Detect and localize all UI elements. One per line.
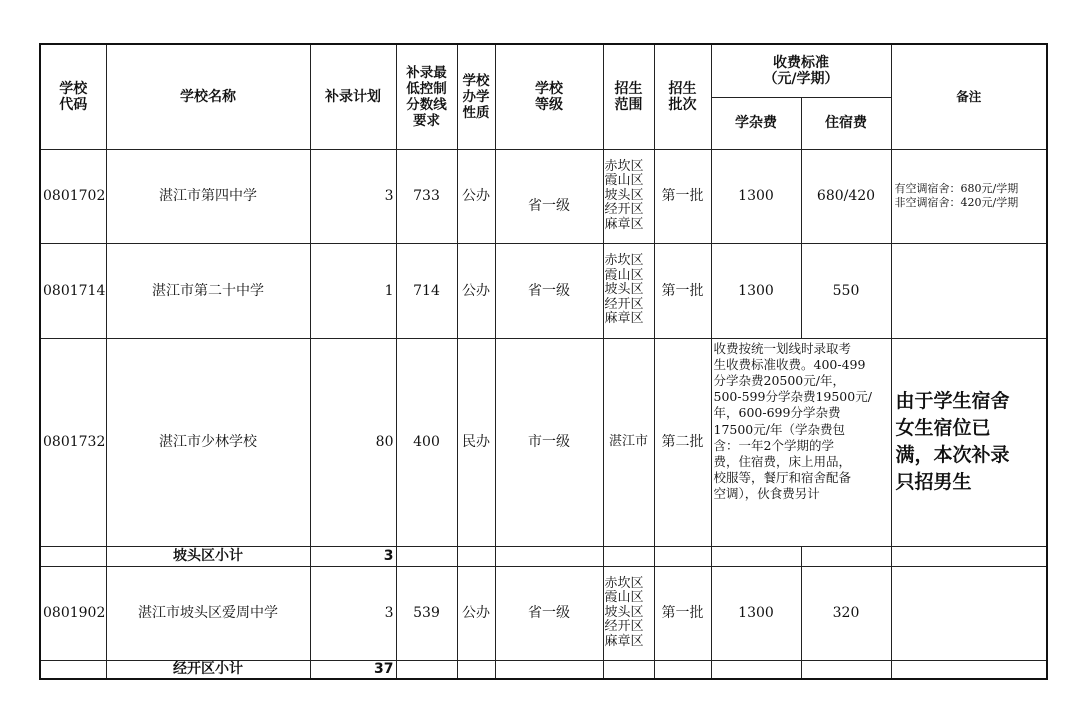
fee-note-line: 17500元/年（学杂费包 [713,421,845,437]
remark-line: 女生宿位已 [895,417,991,439]
empty-cell [801,546,891,566]
fee-note-line: 500-599分学杂费19500元/ [713,389,872,405]
remark [891,243,1047,338]
header-batch-line2: 批次 [668,96,697,113]
admission-table [39,43,1048,680]
header-batch [654,44,711,149]
school-level: 省一级 [495,566,603,660]
empty-cell [457,546,495,566]
header-min-score-line2: 低控制 [406,80,447,97]
header-fee-line2: （元/学期） [763,70,839,87]
header-code-line1: 学校 [59,80,88,97]
empty-cell [457,660,495,679]
remark-line: 满，本次补录 [895,444,1010,466]
empty-cell [603,660,654,679]
table-row [40,338,1047,546]
lodging-fee: 680/420 [801,149,891,243]
header-name: 学校名称 [106,44,310,149]
header-lodging: 住宿费 [801,97,891,149]
min-score: 733 [396,149,457,243]
school-name: 湛江市第四中学 [106,149,310,243]
min-score: 400 [396,338,457,546]
fee-note-line: 收费按统一划线时录取考 [713,340,852,356]
table-row [40,566,1047,660]
header-nature-line3: 性质 [462,104,490,121]
range-item: 赤坎区 [604,158,644,174]
header-level-line1: 学校 [535,80,563,97]
subtotal-row [40,546,1047,566]
enroll-range [603,566,654,660]
school-name: 湛江市第二十中学 [106,243,310,338]
header-plan: 补录计划 [310,44,396,149]
subtotal-value: 3 [310,546,396,566]
range-item: 麻章区 [604,633,644,649]
empty-cell [495,546,603,566]
header-tuition: 学杂费 [711,97,801,149]
header-batch-line1: 招生 [668,80,697,97]
header-level-line2: 等级 [535,96,563,113]
empty-cell [711,546,801,566]
range-item: 霞山区 [604,590,644,606]
school-name: 湛江市少林学校 [106,338,310,546]
enroll-range [603,243,654,338]
header-range-line1: 招生 [614,80,643,97]
school-name: 湛江市坡头区爱周中学 [106,566,310,660]
fee-note [711,338,891,546]
subtotal-value: 37 [310,660,396,679]
header-min-score-line4: 要求 [413,112,440,129]
table-row [40,243,1047,338]
school-code: 0801732 [40,338,106,546]
tuition-fee: 1300 [711,566,801,660]
fee-note-line: 年，600-699分学杂费 [713,405,841,421]
school-nature: 公办 [457,566,495,660]
empty-cell [495,660,603,679]
empty-cell [654,660,711,679]
empty-cell [654,546,711,566]
enroll-range [603,149,654,243]
empty-cell [603,546,654,566]
empty-cell [891,660,1047,679]
range-item: 麻章区 [604,311,644,327]
remark-highlight [891,338,1047,546]
empty-cell [891,546,1047,566]
header-level [495,44,603,149]
header-remark: 备注 [891,44,1047,149]
range-item: 霞山区 [604,267,644,283]
subtotal-label: 经开区小计 [106,660,310,679]
school-nature: 公办 [457,149,495,243]
table-row [40,149,1047,243]
plan-count: 80 [310,338,396,546]
remark-line: 有空调宿舍：680元/学期 [894,182,1019,195]
header-nature-line1: 学校 [462,72,490,89]
range-item: 霞山区 [604,173,644,189]
enroll-batch: 第一批 [654,566,711,660]
plan-count: 1 [310,243,396,338]
empty-cell [40,660,106,679]
header-nature-line2: 办学 [462,88,490,105]
range-item: 赤坎区 [604,575,644,591]
empty-cell [396,660,457,679]
enroll-batch: 第一批 [654,149,711,243]
range-item: 赤坎区 [604,253,644,269]
remark-line: 由于学生宿舍 [895,390,1010,412]
remark [891,149,1047,243]
fee-note-line: 空调），伙食费另计 [713,486,820,502]
remark-line: 只招男生 [895,471,972,493]
school-code: 0801902 [40,566,106,660]
fee-note-line: 费，住宿费，床上用品， [713,453,852,469]
remark [891,566,1047,660]
header-min-score-line3: 分数线 [406,96,447,113]
enroll-batch: 第二批 [654,338,711,546]
empty-cell [396,546,457,566]
header-code-line2: 代码 [59,96,88,113]
tuition-fee: 1300 [711,243,801,338]
range-item: 经开区 [604,296,644,312]
school-level: 省一级 [495,149,603,243]
tuition-fee: 1300 [711,149,801,243]
plan-count: 3 [310,149,396,243]
remark-line: 非空调宿舍：420元/学期 [894,196,1019,209]
range-item: 麻章区 [604,216,644,232]
empty-cell [711,660,801,679]
fee-note-line: 生收费标准收费。400-499 [713,356,866,372]
range-item: 坡头区 [604,187,644,203]
school-level: 市一级 [495,338,603,546]
enroll-range: 湛江市 [603,338,654,546]
school-code: 0801702 [40,149,106,243]
range-item: 坡头区 [604,604,644,620]
header-fee-line1: 收费标准 [773,54,829,71]
range-item: 经开区 [604,619,644,635]
range-item: 经开区 [604,202,644,218]
header-nature [457,44,495,149]
enroll-batch: 第一批 [654,243,711,338]
plan-count: 3 [310,566,396,660]
header-range [603,44,654,149]
header-min-score [396,44,457,149]
header-range-line2: 范围 [614,96,643,113]
lodging-fee: 320 [801,566,891,660]
lodging-fee: 550 [801,243,891,338]
empty-cell [801,660,891,679]
school-nature: 公办 [457,243,495,338]
subtotal-label: 坡头区小计 [106,546,310,566]
school-nature: 民办 [457,338,495,546]
subtotal-row [40,660,1047,679]
fee-note-line: 分学杂费20500元/年， [713,372,845,388]
header-fee-group [711,44,891,97]
school-code: 0801714 [40,243,106,338]
school-level: 省一级 [495,243,603,338]
min-score: 539 [396,566,457,660]
min-score: 714 [396,243,457,338]
empty-cell [40,546,106,566]
header-code [40,44,106,149]
fee-note-line: 含：一年2个学期的学 [713,437,834,453]
fee-note-line: 校服等，餐厅和宿舍配备 [713,470,852,486]
header-min-score-line1: 补录最 [406,64,447,81]
range-item: 坡头区 [604,282,644,298]
